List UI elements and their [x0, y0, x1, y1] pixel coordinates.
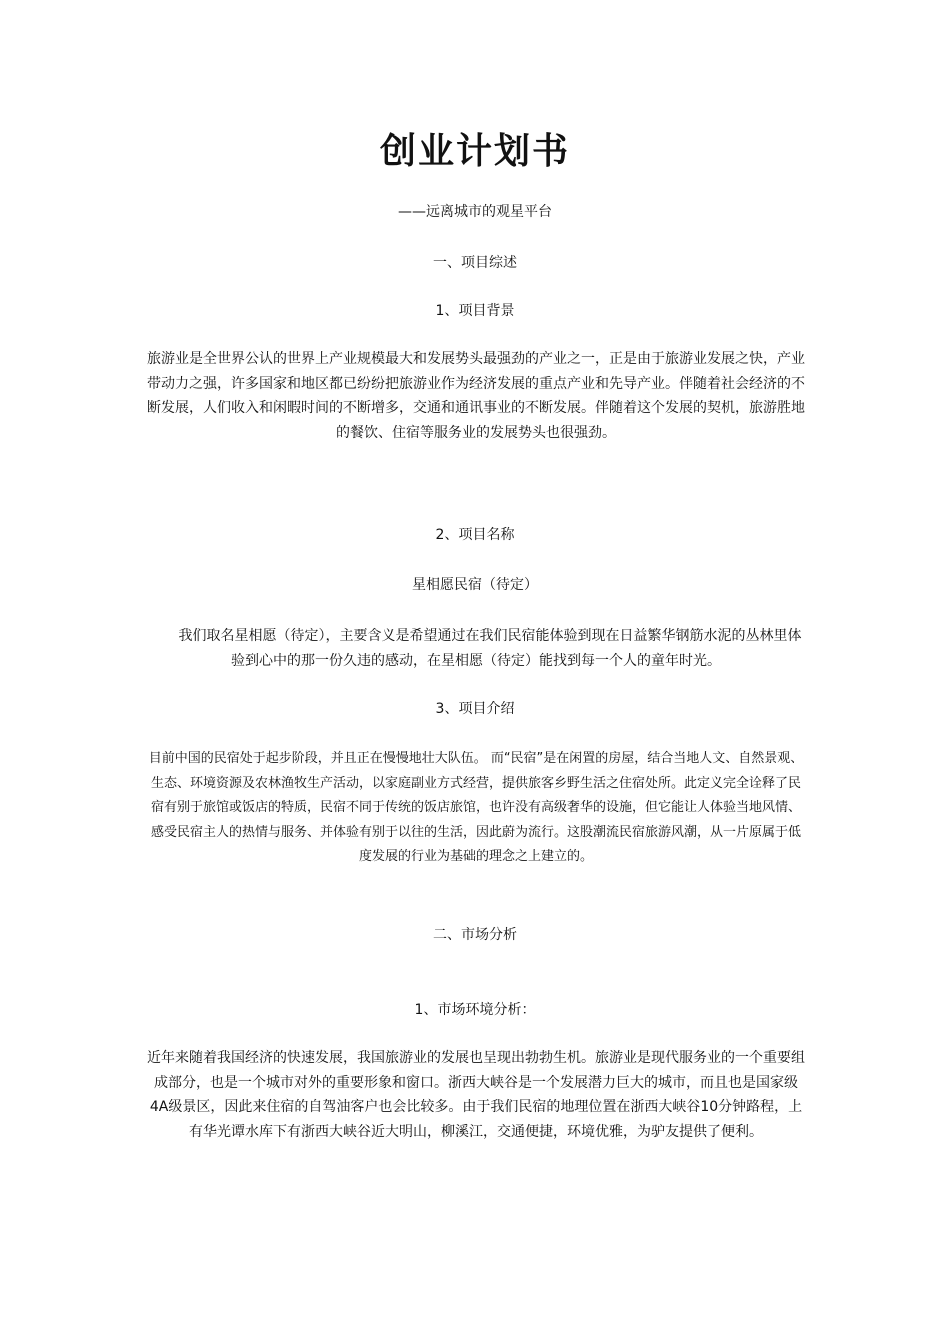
paragraph-project-intro: 目前中国的民宿处于起步阶段，并且正在慢慢地壮大队伍。 而“民宿”是在闲置的房屋，结合当地人文、自然景观、生态、环境资源及农林渔牧生产活动，以家庭副业方式经营，提供旅客乡野生活之住宿处所。此定义完全诠释了民宿有别于旅馆或饭店的特质，民宿不同于传统的饭店旅馆，也许没有高级奢华的设施，但它能让人体验当地风情、感受民宿主人的热情与服务、并体验有别于以往的生活，因此蔚为流行。这股潮流民宿旅游风潮，从一片原属于低度发展的行业为基础的理念之上建立的。	[148, 751, 804, 864]
paragraph-market-environment: 近年来随着我国经济的快速发展，我国旅游业的发展也呈现出勃勃生机。旅游业是现代服务业的一个重要组成部分，也是一个城市对外的重要形象和窗口。浙西大峡谷是一个发展潜力巨大的城市，而且也是国家级4A级景区，因此来住宿的自驾油客户也会比较多。由于我们民宿的地理位置在浙西大峡谷10分钟路程，上有华光谭水库下有浙西大峡谷近大明山，柳溪江，交通便捷，环境优雅，为驴友提供了便利。	[147, 1050, 805, 1140]
subheading-project-name: 2、项目名称	[435, 527, 515, 543]
document-title: 创业计划书	[379, 131, 570, 172]
subheading-project-intro: 3、项目介绍	[435, 701, 515, 717]
paragraph-project-background: 旅游业是全世界公认的世界上产业规模最大和发展势头最强劲的产业之一，正是由于旅游业发展之快，产业带动力之强，许多国家和地区都已纷纷把旅游业作为经济发展的重点产业和先导产业。伴随着社会经济的不断发展，人们收入和闲暇时间的不断增多，交通和通讯事业的不断发展。伴随着这个发展的契机，旅游胜地的餐饮、住宿等服务业的发展势头也很强劲。	[147, 351, 805, 441]
section-heading-overview: 一、项目综述	[433, 255, 517, 271]
project-name-value: 星相愿民宿（待定）	[412, 577, 538, 593]
subheading-project-background: 1、项目背景	[435, 303, 515, 319]
document-subtitle: ——远离城市的观星平台	[398, 204, 552, 220]
paragraph-project-name: 我们取名星相愿（待定），主要含义是希望通过在我们民宿能体验到现在日益繁华钢筋水泥的丛林里体验到心中的那一份久违的感动，在星相愿（待定）能找到每一个人的童年时光。	[178, 628, 802, 669]
subheading-market-environment: 1、市场环境分析：	[414, 1002, 536, 1018]
section-heading-market-analysis: 二、市场分析	[433, 927, 517, 943]
